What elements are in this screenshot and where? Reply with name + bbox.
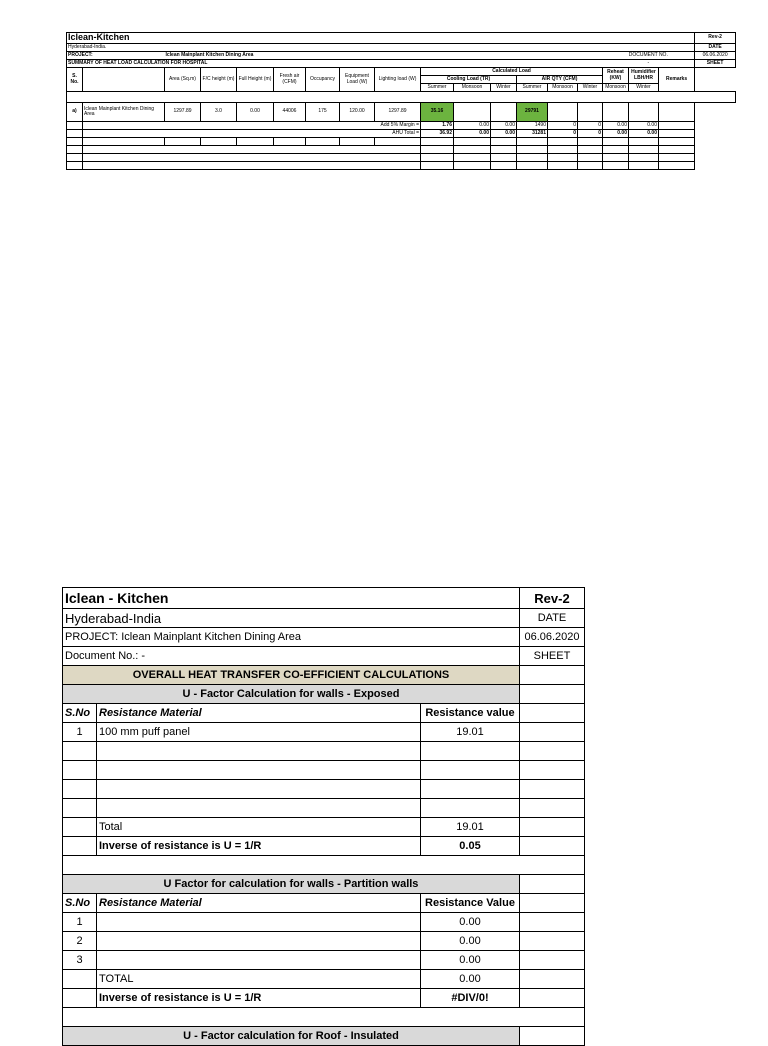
uf-company: Iclean - Kitchen — [63, 588, 520, 609]
total-cl-monsoon: 0.00 — [454, 130, 491, 138]
uf-s2-inverse-value: #DIV/0! — [421, 989, 520, 1008]
uf-s2-row-material — [97, 951, 421, 970]
uf-s1-inverse-label: Inverse of resistance is U = 1/R — [97, 837, 421, 856]
summary-doc-no-value: - — [603, 60, 695, 68]
row-air-summer: 29791 — [517, 103, 548, 122]
uf-s2-col-value: Resistance Value — [421, 894, 520, 913]
col-remarks: Remarks — [659, 68, 695, 92]
summary-location: Hyderabad-India. — [67, 44, 695, 52]
uf-s2-col-blank — [520, 894, 585, 913]
uf-s1-col-sno: S.No — [63, 704, 97, 723]
summary-sheet-label: SHEET — [695, 60, 736, 68]
heat-load-summary-table — [66, 32, 736, 170]
summary-doc-no-label: DOCUMENT NO. — [603, 52, 695, 60]
row-fc-height: 3.0 — [201, 103, 237, 122]
col-humidifier-winter: Winter — [629, 84, 659, 92]
uf-s2-row-blank — [520, 951, 585, 970]
uf-s2-col-material: Resistance Material — [97, 894, 421, 913]
uf-sheet-label: SHEET — [520, 647, 585, 666]
uf-section2-title: U Factor for calculation for walls - Partition walls — [63, 875, 520, 894]
row-cl-summer: 35.16 — [421, 103, 454, 122]
col-air-winter: Winter — [578, 84, 603, 92]
margin-blank — [67, 122, 83, 130]
uf-main-title-blank — [520, 666, 585, 685]
col-fc-height: F/C height (m) — [201, 68, 237, 92]
col-cl-winter: Winter — [491, 84, 517, 92]
uf-s2-inverse-label: Inverse of resistance is U = 1/R — [97, 989, 421, 1008]
col-air-qty: AIR QTY (CFM) — [517, 76, 603, 84]
margin-cl-monsoon: 0.00 — [454, 122, 491, 130]
summary-company: Iclean-Kitchen — [67, 33, 695, 44]
col-full-height: Full Height (m) — [237, 68, 274, 92]
col-cl-summer: Summer — [421, 84, 454, 92]
row-air-monsoon — [548, 103, 578, 122]
uf-s1-inverse-blank2 — [520, 837, 585, 856]
col-cl-monsoon: Monsoon — [454, 84, 491, 92]
margin-reheat: 0.00 — [603, 122, 629, 130]
col-reheat: Reheat (KW) — [603, 68, 629, 84]
uf-date-value: 06.06.2020 — [520, 628, 585, 647]
total-label: AHU Total = — [83, 130, 421, 138]
total-cl-summer: 36.92 — [421, 130, 454, 138]
col-reheat-monsoon: Monsoon — [603, 84, 629, 92]
uf-s2-row-value: 0.00 — [421, 951, 520, 970]
uf-s2-row-material — [97, 913, 421, 932]
uf-s1-empty-row — [63, 780, 97, 799]
uf-s2-total-blank — [63, 970, 97, 989]
total-air-monsoon: 0 — [548, 130, 578, 138]
uf-s2-inverse-blank — [63, 989, 97, 1008]
row-name: Iclean Mainplant Kitchen Dining Area — [83, 103, 165, 122]
col-name — [83, 68, 165, 92]
margin-cl-summer: 1.76 — [421, 122, 454, 130]
uf-s1-empty-row — [63, 742, 97, 761]
col-fresh-air: Fresh air (CFM) — [274, 68, 306, 92]
margin-remarks — [659, 122, 695, 130]
uf-doc-no: Document No.: - — [63, 647, 520, 666]
uf-s1-total-value: 19.01 — [421, 818, 520, 837]
summary-spacer-row — [67, 92, 736, 103]
row-occupancy: 175 — [306, 103, 340, 122]
uf-s2-row-blank — [520, 932, 585, 951]
uf-s2-row-value: 0.00 — [421, 932, 520, 951]
col-equipment: Equipment Load (W) — [340, 68, 375, 92]
uf-s1-empty-row — [63, 799, 97, 818]
total-blank — [67, 130, 83, 138]
row-remarks — [659, 103, 695, 122]
col-occupancy: Occupancy — [306, 68, 340, 92]
uf-section1-title-blank — [520, 685, 585, 704]
summary-project-name: Iclean Mainplant Kitchen Dining Area — [165, 52, 603, 60]
row-humidifier — [629, 103, 659, 122]
uf-s1-col-value: Resistance value — [421, 704, 520, 723]
uf-section1-title: U - Factor Calculation for walls - Exposed — [63, 685, 520, 704]
uf-s1-inverse-blank — [63, 837, 97, 856]
total-reheat: 0.00 — [603, 130, 629, 138]
row-air-winter — [578, 103, 603, 122]
row-equipment: 120.00 — [340, 103, 375, 122]
col-calculated-load: Calculated Load — [421, 68, 603, 76]
uf-gap-row — [63, 856, 585, 875]
uf-s1-row-sno: 1 — [63, 723, 97, 742]
col-cooling-load: Cooling Load (TR) — [421, 76, 517, 84]
total-air-winter: 0 — [578, 130, 603, 138]
uf-project: PROJECT: Iclean Mainplant Kitchen Dining Area — [63, 628, 520, 647]
summary-date-label: DATE — [695, 44, 736, 52]
uf-s2-row-sno: 2 — [63, 932, 97, 951]
margin-air-winter: 0 — [578, 122, 603, 130]
uf-s1-total-blank2 — [520, 818, 585, 837]
margin-air-summer: 1490 — [517, 122, 548, 130]
uf-s1-total-label: Total — [97, 818, 421, 837]
summary-rev: Rev-2 — [695, 33, 736, 44]
uf-date-label: DATE — [520, 609, 585, 628]
uf-s2-row-sno: 3 — [63, 951, 97, 970]
uf-s1-col-material: Resistance Material — [97, 704, 421, 723]
uf-s2-row-value: 0.00 — [421, 913, 520, 932]
uf-s1-row-blank — [520, 723, 585, 742]
row-sno: a) — [67, 103, 83, 122]
summary-project-label: PROJECT: — [67, 52, 165, 60]
row-full-height: 0.00 — [237, 103, 274, 122]
uf-s2-total-value: 0.00 — [421, 970, 520, 989]
row-lighting: 1297.89 — [375, 103, 421, 122]
total-remarks — [659, 130, 695, 138]
total-humidifier: 0.00 — [629, 130, 659, 138]
margin-air-monsoon: 0 — [548, 122, 578, 130]
margin-label: Add 5% Margin = — [83, 122, 421, 130]
total-cl-winter: 0.00 — [491, 130, 517, 138]
summary-date-value: 06.06.2020 — [695, 52, 736, 60]
row-cl-winter — [491, 103, 517, 122]
col-lighting: Lighting load (W) — [375, 68, 421, 92]
uf-s1-col-blank — [520, 704, 585, 723]
margin-humidifier: 0.00 — [629, 122, 659, 130]
uf-s1-inverse-value: 0.05 — [421, 837, 520, 856]
col-air-summer: Summer — [517, 84, 548, 92]
uf-s1-total-blank — [63, 818, 97, 837]
row-cl-monsoon — [454, 103, 491, 122]
uf-s1-empty-row — [63, 761, 97, 780]
uf-rev: Rev-2 — [520, 588, 585, 609]
uf-s2-col-sno: S.No — [63, 894, 97, 913]
uf-s2-total-label: TOTAL — [97, 970, 421, 989]
uf-s2-inverse-blank2 — [520, 989, 585, 1008]
col-air-monsoon: Monsoon — [548, 84, 578, 92]
uf-s1-row-value: 19.01 — [421, 723, 520, 742]
row-fresh-air: 44006 — [274, 103, 306, 122]
col-humidifier: Humidifier LBH/HR — [629, 68, 659, 84]
summary-sheet-title: SUMMARY OF HEAT LOAD CALCULATION FOR HOSPITAL — [67, 60, 603, 68]
uf-section3-title: U - Factor calculation for Roof - Insulated — [63, 1027, 520, 1046]
row-area: 1297.89 — [165, 103, 201, 122]
uf-s2-total-blank2 — [520, 970, 585, 989]
uf-s2-row-sno: 1 — [63, 913, 97, 932]
col-area: Area (Sq.m) — [165, 68, 201, 92]
row-reheat — [603, 103, 629, 122]
total-air-summer: 31281 — [517, 130, 548, 138]
uf-location: Hyderabad-India — [63, 609, 520, 628]
u-factor-table — [62, 587, 585, 1046]
uf-main-title: OVERALL HEAT TRANSFER CO-EFFICIENT CALCULATIONS — [63, 666, 520, 685]
uf-section3-title-blank — [520, 1027, 585, 1046]
uf-s2-row-material — [97, 932, 421, 951]
margin-cl-winter: 0.00 — [491, 122, 517, 130]
uf-section2-title-blank — [520, 875, 585, 894]
col-sno: S. No. — [67, 68, 83, 92]
uf-s1-row-material: 100 mm puff panel — [97, 723, 421, 742]
uf-s2-row-blank — [520, 913, 585, 932]
